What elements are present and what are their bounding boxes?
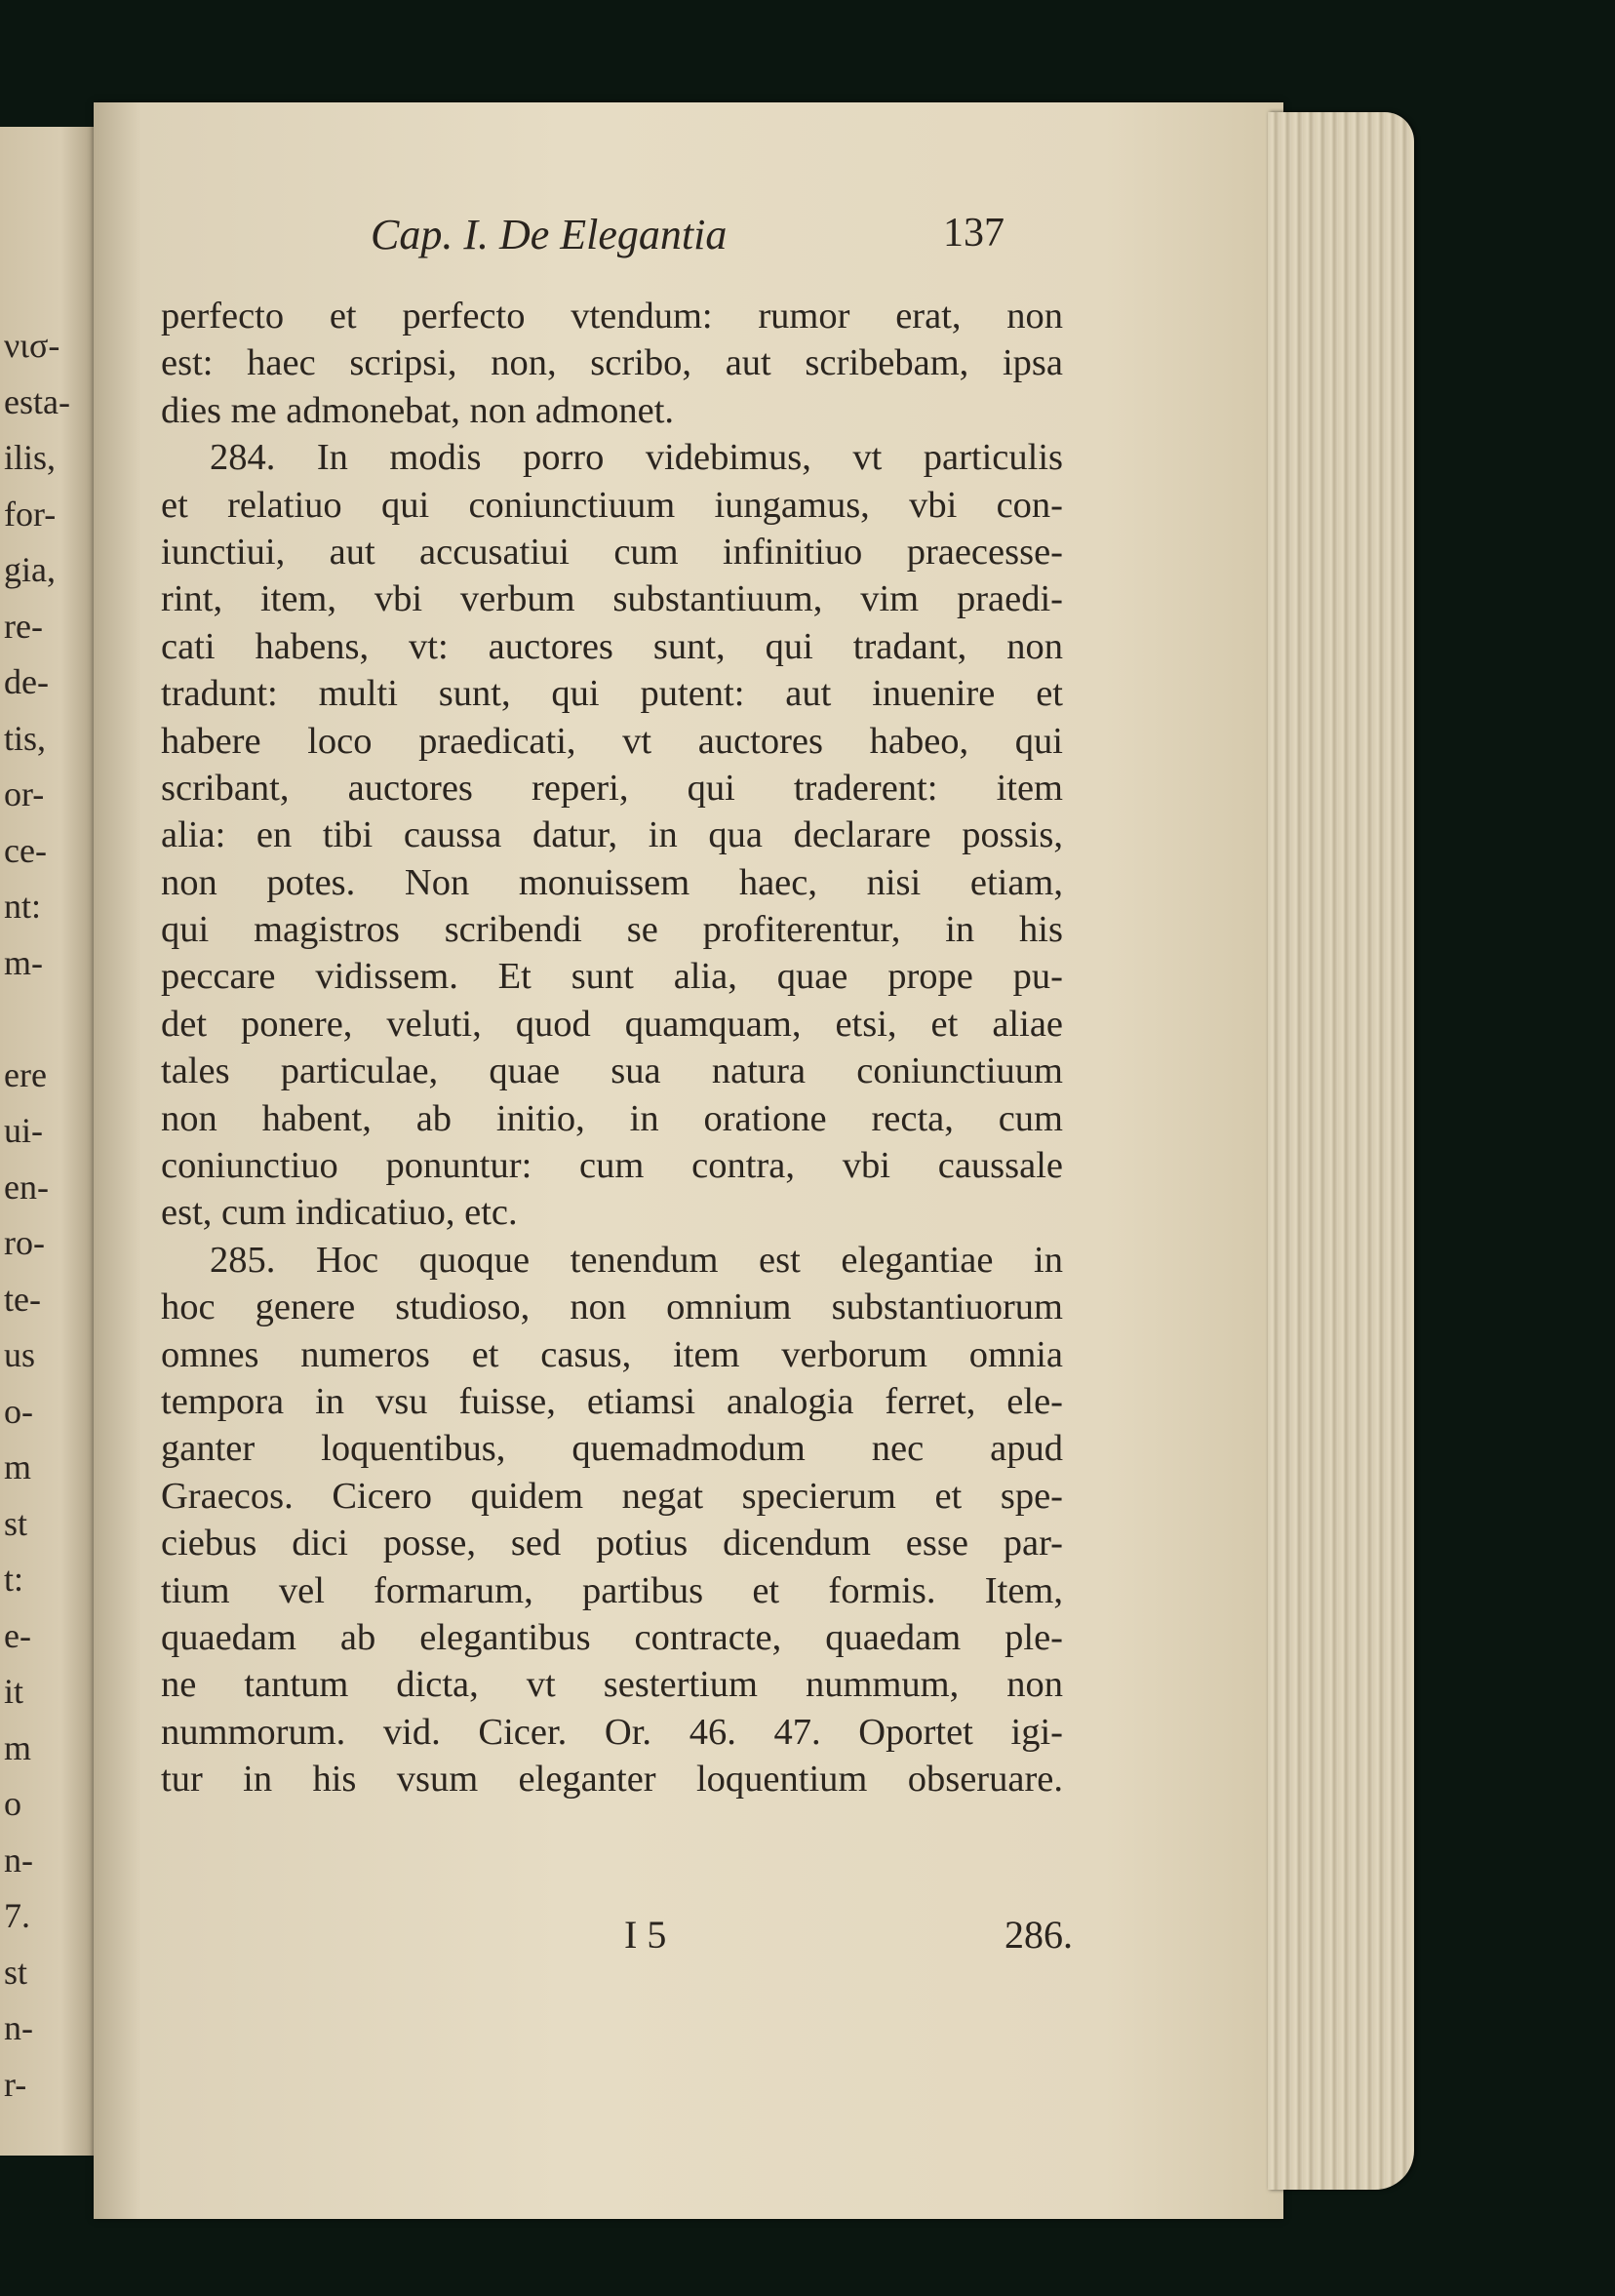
text-line: qui magistros scribendi se profiterentur, in his (161, 909, 1063, 951)
text-line: et relatiuo qui coniunctiuum iungamus, vbi con- (161, 484, 1063, 526)
page-header (371, 210, 1004, 268)
text-line: iunctiui, aut accusatiui cum infinitiuo praecesse- (161, 531, 1063, 573)
running-title: Cap. I. De Elegantia (371, 211, 728, 258)
left-page-fragment: gia, (4, 550, 56, 589)
page-number: 137 (943, 211, 1004, 256)
text-line: perfecto et perfecto vtendum: rumor erat, non (161, 296, 1063, 336)
text-line: rint, item, vbi verbum substantiuum, vim praedi- (161, 578, 1063, 620)
left-page-fragment: o- (4, 1391, 33, 1431)
page-edges (1268, 112, 1414, 2190)
left-page-fragment: o (4, 1784, 21, 1823)
text-line: tradunt: multi sunt, qui putent: aut inuenire et (161, 673, 1063, 715)
left-page-fragment: en- (4, 1167, 49, 1207)
left-page-fragment: n- (4, 1840, 33, 1880)
left-page-edge (0, 127, 101, 2156)
left-page-fragment: n- (4, 2008, 33, 2047)
text-line: quaedam ab elegantibus contracte, quaedam ple- (161, 1616, 1063, 1658)
left-page-fragment: ro- (4, 1223, 45, 1262)
left-page-fragment: ce- (4, 830, 47, 870)
text-line: cati habens, vt: auctores sunt, qui tradant, non (161, 625, 1063, 667)
body-text (161, 293, 1063, 1803)
text-line: 284. In modis porro videbimus, vt particulis (210, 437, 1063, 479)
left-page-fragment: for- (4, 494, 57, 534)
text-line: peccare vidissem. Et sunt alia, quae prope pu- (161, 956, 1063, 998)
left-page-fragment: t: (4, 1560, 24, 1599)
left-page-fragment: it (4, 1672, 24, 1711)
left-page-fragment: or- (4, 774, 45, 813)
left-page-fragment: nt: (4, 887, 42, 926)
text-line: tales particulae, quae sua natura coniunctiuum (161, 1050, 1063, 1092)
text-line: tur in his vsum eleganter loquentium obseruare. (161, 1759, 1063, 1801)
left-page-fragment: st (4, 1503, 28, 1543)
text-line: ne tantum dicta, vt sestertium nummum, non (161, 1664, 1063, 1706)
text-line: non habent, ab initio, in oratione recta, cum (161, 1097, 1063, 1139)
left-page-fragment: e- (4, 1615, 31, 1655)
left-page-fragment: ilis, (4, 438, 57, 477)
text-line: habere loco praedicati, vt auctores habeo, qui (161, 720, 1063, 762)
text-line: alia: en tibi caussa datur, in qua declarare possis, (161, 814, 1063, 856)
signature-mark: I 5 (624, 1913, 667, 1957)
text-line: est: haec scripsi, non, scribo, aut scribebam, ipsa (161, 342, 1063, 384)
text-line: det ponere, veluti, quod quamquam, etsi, et aliae (161, 1003, 1063, 1045)
text-line: non potes. Non monuissem haec, nisi etiam, (161, 861, 1063, 903)
left-page-fragment: us (4, 1335, 36, 1374)
text-line: est, cum indicatiuo, etc. (161, 1192, 518, 1234)
page-footer (624, 1912, 1073, 1970)
left-page-fragment: ere (4, 1054, 47, 1094)
text-line: ciebus dici posse, sed potius dicendum esse par- (161, 1523, 1063, 1564)
catchword: 286. (1004, 1913, 1073, 1957)
text-line: tium vel formarum, partibus et formis. Item, (161, 1569, 1063, 1611)
text-line: 285. Hoc quoque tenendum est elegantiae in (210, 1239, 1063, 1281)
left-page-fragment: re- (4, 606, 43, 646)
left-page-fragment: m (4, 1727, 32, 1767)
text-line: nummorum. vid. Cicer. Or. 46. 47. Oportet igi- (161, 1711, 1063, 1753)
text-line: dies me admonebat, non admonet. (161, 389, 675, 431)
text-line: coniunctiuo ponuntur: cum contra, vbi caussale (161, 1145, 1063, 1187)
left-page-fragment: de- (4, 662, 49, 701)
text-line: tempora in vsu fuisse, etiamsi analogia ferret, ele- (161, 1380, 1063, 1422)
left-page-fragment: te- (4, 1279, 41, 1319)
left-page-fragment: r- (4, 2064, 27, 2104)
left-page-fragment: m (4, 1447, 32, 1486)
text-line: hoc genere studioso, non omnium substantiuorum (161, 1287, 1063, 1328)
left-page-fragment: esta- (4, 381, 70, 421)
left-page-fragment: st (4, 1952, 28, 1992)
left-page-fragment: tis, (4, 718, 47, 758)
text-line: omnes numeros et casus, item verborum omnia (161, 1333, 1063, 1375)
left-page-fragment: 7. (4, 1896, 30, 1935)
text-line: scribant, auctores reperi, qui traderent: item (161, 767, 1063, 809)
text-line: ganter loquentibus, quemadmodum nec apud (161, 1428, 1063, 1470)
left-page-fragment: νισ- (4, 326, 60, 365)
left-page-fragment: m- (4, 942, 43, 982)
text-line: Graecos. Cicero quidem negat specierum et spe- (161, 1475, 1063, 1517)
left-page-fragment: ui- (4, 1111, 43, 1150)
